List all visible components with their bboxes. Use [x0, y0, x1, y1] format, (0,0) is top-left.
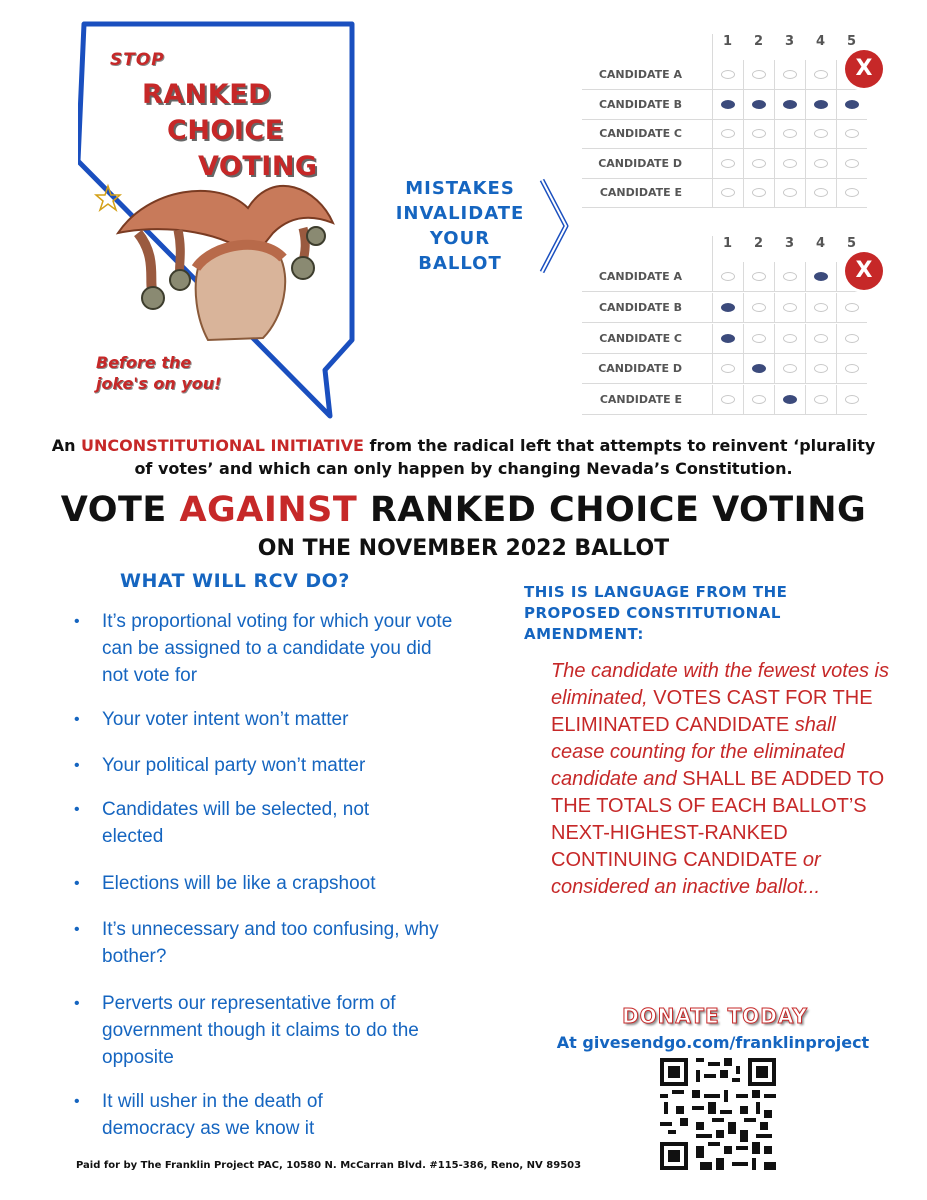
ballot-row	[582, 149, 867, 179]
ballot-cell	[836, 149, 867, 178]
list-item: • Your political party won’t matter	[74, 752, 494, 779]
tagline-line-1: Before the	[96, 353, 192, 372]
bullet-dot: •	[74, 757, 80, 774]
ballot-bubble-empty	[752, 334, 766, 343]
ballot-candidate-label: CANDIDATE C	[599, 127, 682, 141]
ballot-cell	[743, 385, 774, 414]
headline-highlight: AGAINST	[179, 490, 358, 530]
ballot-example-1	[582, 34, 858, 208]
ballot-bubble-empty	[721, 395, 735, 404]
ballot-row	[582, 262, 867, 292]
ballot-bubble-empty	[752, 129, 766, 138]
ballot-candidate-label: CANDIDATE B	[598, 300, 682, 314]
ballot-column-header: 2	[753, 34, 764, 49]
ballot-column-header: 4	[815, 34, 826, 49]
ballot-bubble-filled	[752, 364, 766, 373]
ballot-example-2	[582, 236, 858, 416]
ballot-candidate-label: CANDIDATE A	[598, 270, 682, 283]
ballot-cell	[836, 178, 867, 207]
ballot-cell	[836, 354, 867, 383]
ballot-cell	[743, 60, 774, 89]
ballot-row	[582, 60, 867, 90]
ballot-bubble-empty	[783, 188, 797, 197]
ballot-column-header: 5	[846, 34, 857, 49]
ballot-cell	[836, 324, 867, 353]
ballot-bubble-empty	[752, 395, 766, 404]
ballot-cell	[774, 90, 805, 119]
ballot-bubble-empty	[845, 129, 859, 138]
what-heading: WHAT WILL RCV DO?	[120, 570, 350, 592]
ballot-cell	[805, 149, 836, 178]
ballot-cell	[712, 354, 743, 383]
list-item: • It’s unnecessary and too confusing, why bother?	[74, 916, 494, 970]
ballot-bubble-filled	[783, 395, 797, 404]
ballot-bubble-empty	[783, 334, 797, 343]
intro-highlight: UNCONSTITUTIONAL INITIATIVE	[81, 436, 364, 455]
list-item: • Candidates will be selected, not elected	[74, 796, 494, 850]
ballot-cell	[774, 119, 805, 148]
ballot-column-header: 3	[784, 236, 795, 251]
mistakes-callout	[374, 176, 546, 276]
headline-part2: RANKED CHOICE VOTING	[357, 490, 867, 530]
ballot-bubble-empty	[814, 364, 828, 373]
ballot-row	[582, 119, 867, 149]
main-headline	[0, 490, 927, 530]
ballot-bubble-empty	[783, 272, 797, 281]
ballot-cell	[774, 385, 805, 414]
ballot-bubble-empty	[721, 70, 735, 79]
donate-link[interactable]: At givesendgo.com/franklinproject	[556, 1033, 870, 1052]
ballot-cell	[836, 293, 867, 322]
ballot-bubble-empty	[814, 395, 828, 404]
ballot-cell	[805, 119, 836, 148]
ballot-cell	[774, 293, 805, 322]
ballot-bubble-empty	[814, 188, 828, 197]
ballot-cell	[774, 262, 805, 291]
ballot-column-header: 2	[753, 236, 764, 251]
ballot-grid-line	[712, 34, 713, 60]
ballot-candidate-label: CANDIDATE D	[598, 156, 682, 170]
ballot-row	[582, 90, 867, 120]
list-item: • It will usher in the death of democracy as we know it	[74, 1088, 494, 1142]
ballot-cell	[774, 324, 805, 353]
ballot-cell	[712, 60, 743, 89]
ballot-candidate-label: CANDIDATE E	[599, 186, 682, 200]
ballot-bubble-filled	[752, 100, 766, 109]
mistakes-line-4: BALLOT	[418, 253, 502, 274]
ballot-cell	[743, 262, 774, 291]
bullet-dot: •	[74, 801, 80, 818]
ballot-cell	[743, 324, 774, 353]
ballot-cell	[805, 293, 836, 322]
mistakes-line-2: INVALIDATE	[395, 203, 525, 224]
ballot-cell	[712, 90, 743, 119]
ballot-cell	[774, 178, 805, 207]
ballot-bubble-empty	[845, 334, 859, 343]
headline-part1: VOTE	[60, 490, 180, 530]
list-item: • Perverts our representative form of government though it claims to do the opposite	[74, 990, 494, 1071]
ballot-bubble-empty	[845, 395, 859, 404]
ballot-cell	[743, 119, 774, 148]
ballot-cell	[805, 90, 836, 119]
ballot-bubble-empty	[721, 272, 735, 281]
bullet-dot: •	[74, 1093, 80, 1110]
stop-label: STOP	[110, 50, 165, 70]
bullet-dot: •	[74, 711, 80, 728]
bullet-dot: •	[74, 921, 80, 938]
ballot-cell	[805, 385, 836, 414]
bullet-dot: •	[74, 613, 80, 630]
bullet-dot: •	[74, 875, 80, 892]
ballot-column-header: 5	[846, 236, 857, 251]
ballot-bubble-empty	[814, 159, 828, 168]
ballot-column-header: 4	[815, 236, 826, 251]
ballot-bubble-empty	[814, 129, 828, 138]
quote-segment-2: VOTES CAST FOR THE ELIMINATED CANDIDATE	[551, 687, 873, 736]
donate-today-label: DONATE TODAY	[622, 1004, 808, 1028]
ballot-bubble-empty	[783, 70, 797, 79]
ballot-cell	[774, 149, 805, 178]
ballot-bubble-empty	[752, 188, 766, 197]
ballot-row	[582, 293, 867, 323]
ballot-cell	[805, 262, 836, 291]
ballot-cell	[743, 354, 774, 383]
ballot-row	[582, 354, 867, 384]
ballot-cell	[712, 149, 743, 178]
ballot-cell	[712, 178, 743, 207]
ballot-row	[582, 178, 867, 208]
mistakes-line-1: MISTAKES	[405, 178, 515, 199]
ballot-bubble-empty	[752, 70, 766, 79]
ballot-cell	[805, 324, 836, 353]
ballot-bubble-empty	[783, 159, 797, 168]
ballot-cell	[836, 119, 867, 148]
ballot-bubble-filled	[814, 272, 828, 281]
ballot-candidate-label: CANDIDATE B	[598, 97, 682, 111]
ballot-cell	[743, 149, 774, 178]
paid-for-by-footer: Paid for by The Franklin Project PAC, 10580 N. McCarran Blvd. #115-386, Reno, NV 89503	[76, 1160, 582, 1171]
title-line-choice: CHOICE	[167, 115, 284, 146]
ballot-bubble-filled	[721, 334, 735, 343]
quote-segment-5: or considered an inactive ballot...	[551, 849, 821, 898]
tagline	[96, 352, 221, 394]
ballot-bubble-empty	[721, 159, 735, 168]
ballot-bubble-empty	[721, 364, 735, 373]
ballot-bubble-empty	[814, 334, 828, 343]
ballot-bubble-filled	[814, 100, 828, 109]
title-line-voting: VOTING	[198, 151, 318, 182]
ballot-candidate-label: CANDIDATE A	[598, 68, 682, 81]
invalid-x-icon: X	[845, 50, 883, 88]
ballot-grid-line	[712, 236, 713, 262]
ballot-cell	[743, 178, 774, 207]
ballot-cell	[712, 262, 743, 291]
ballot-row	[582, 385, 867, 415]
ballot-cell	[743, 293, 774, 322]
ballot-cell	[774, 354, 805, 383]
intro-prefix: An	[51, 436, 82, 455]
ballot-bubble-empty	[814, 70, 828, 79]
headline-subtitle: ON THE NOVEMBER 2022 BALLOT	[257, 536, 670, 561]
mistakes-line-3: YOUR	[429, 228, 491, 249]
ballot-column-header: 1	[722, 34, 733, 49]
ballot-cell	[712, 119, 743, 148]
ballot-bubble-filled	[783, 100, 797, 109]
ballot-bubble-empty	[845, 364, 859, 373]
bullet-dot: •	[74, 995, 80, 1012]
ballot-cell	[805, 354, 836, 383]
ballot-bubble-empty	[783, 364, 797, 373]
ballot-bubble-empty	[721, 188, 735, 197]
ballot-bubble-empty	[752, 272, 766, 281]
list-item: • It’s proportional voting for which your vote can be assigned to a candidate you did not vote for	[74, 608, 494, 689]
intro-rest: from the radical left that attempts to reinvent ‘plurality of votes’ and which can only happen by changing Nevada’s Constitution.	[134, 436, 876, 478]
ballot-bubble-empty	[783, 303, 797, 312]
amendment-quote	[551, 658, 891, 901]
ballot-column-header: 1	[722, 236, 733, 251]
ballot-cell	[836, 385, 867, 414]
ballot-candidate-label: CANDIDATE D	[598, 362, 682, 376]
ballot-bubble-empty	[752, 303, 766, 312]
ballot-bubble-filled	[721, 303, 735, 312]
title-line-ranked: RANKED	[142, 79, 272, 110]
ballot-bubble-empty	[845, 159, 859, 168]
ballot-cell	[774, 60, 805, 89]
quote-segment-3: shall cease counting for the eliminated candidate and	[551, 714, 845, 790]
list-item: • Elections will be like a crapshoot	[74, 870, 494, 897]
ballot-cell	[712, 385, 743, 414]
amendment-language-note: THIS IS LANGUAGE FROM THE PROPOSED CONSTITUTIONAL AMENDMENT:	[524, 583, 788, 643]
chevron-right-icon	[538, 176, 572, 276]
ballot-bubble-filled	[721, 100, 735, 109]
quote-segment-4: SHALL BE ADDED TO THE TOTALS OF EACH BALLOT’S NEXT-HIGHEST-RANKED CONTINUING CANDIDATE	[551, 768, 885, 871]
invalid-x-icon: X	[845, 252, 883, 290]
ballot-cell	[712, 293, 743, 322]
ballot-bubble-empty	[752, 159, 766, 168]
list-item: • Your voter intent won’t matter	[74, 706, 494, 733]
qr-code[interactable]	[660, 1058, 776, 1170]
ballot-bubble-empty	[721, 129, 735, 138]
quote-segment-1: The candidate with the fewest votes is eliminated,	[551, 660, 889, 709]
ballot-column-header: 3	[784, 34, 795, 49]
ballot-cell	[805, 178, 836, 207]
ballot-cell	[805, 60, 836, 89]
ballot-cell	[836, 90, 867, 119]
tagline-line-2: joke's on you!	[96, 374, 222, 393]
ballot-cell	[743, 90, 774, 119]
ballot-row	[582, 324, 867, 354]
ballot-bubble-empty	[783, 129, 797, 138]
ballot-candidate-label: CANDIDATE C	[599, 331, 682, 345]
ballot-candidate-label: CANDIDATE E	[599, 393, 682, 407]
ballot-bubble-empty	[814, 303, 828, 312]
ballot-bubble-empty	[845, 303, 859, 312]
ballot-cell	[712, 324, 743, 353]
ballot-bubble-empty	[845, 188, 859, 197]
ballot-bubble-filled	[845, 100, 859, 109]
intro-paragraph	[40, 434, 887, 480]
